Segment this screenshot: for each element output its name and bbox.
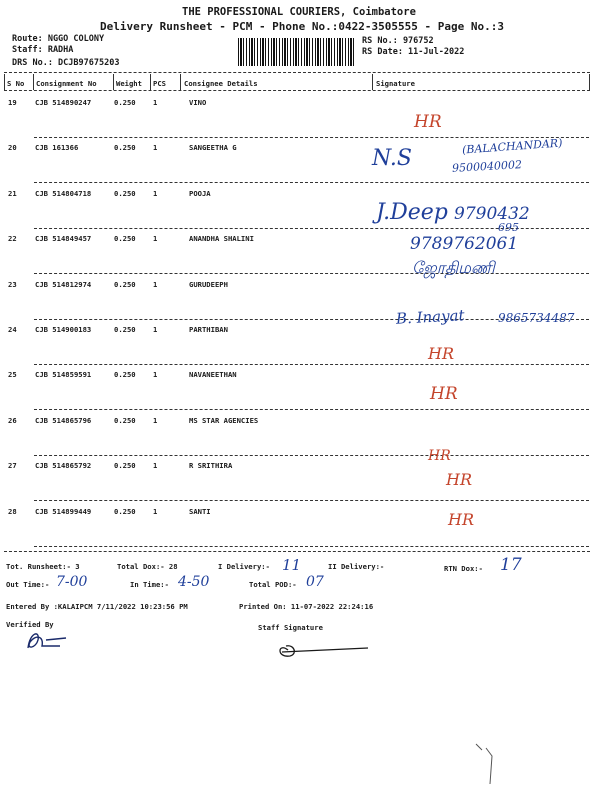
row-sno: 22 bbox=[8, 234, 17, 243]
handwritten-hr: HR bbox=[430, 384, 458, 404]
row-pcs: 1 bbox=[153, 189, 158, 198]
row-sno: 27 bbox=[8, 461, 17, 470]
row-separator bbox=[34, 273, 589, 274]
row-consignment-no: CJB 514849457 bbox=[35, 234, 92, 243]
handwritten-signature: N.S bbox=[372, 146, 412, 171]
row-separator bbox=[34, 182, 589, 183]
row-consignment-no: CJB 161366 bbox=[35, 143, 79, 152]
row-consignee: R SRITHIRA bbox=[189, 461, 233, 470]
row-separator bbox=[34, 546, 589, 547]
row-consignee: ANANDHA SHALINI bbox=[189, 234, 254, 243]
row-consignee: PARTHIBAN bbox=[189, 325, 228, 334]
in-time: In Time:- bbox=[130, 580, 169, 589]
barcode bbox=[238, 38, 356, 66]
row-consignment-no: CJB 514865792 bbox=[35, 461, 92, 470]
col-header-consignee: Consignee Details bbox=[184, 79, 258, 88]
handwritten-signature: J.Deep bbox=[376, 200, 448, 225]
handwritten-signature: B. Inayat bbox=[395, 306, 465, 328]
row-consignment-no: CJB 514900183 bbox=[35, 325, 92, 334]
ii-delivery: II Delivery:- bbox=[328, 562, 385, 571]
row-consignee: VINO bbox=[189, 98, 207, 107]
staff-label: Staff: RADHA bbox=[12, 45, 74, 55]
header-top-rule bbox=[4, 72, 590, 73]
row-weight: 0.250 bbox=[114, 325, 136, 334]
handwritten-name: (BALACHANDAR) bbox=[461, 136, 563, 157]
out-time: Out Time:- bbox=[6, 580, 50, 589]
row-pcs: 1 bbox=[153, 280, 158, 289]
printed-on: Printed On: 11-07-2022 22:24:16 bbox=[239, 602, 374, 611]
handwritten-hr: HR bbox=[428, 448, 451, 464]
row-weight: 0.250 bbox=[114, 370, 136, 379]
handwritten-pod: 07 bbox=[306, 574, 324, 590]
row-pcs: 1 bbox=[153, 325, 158, 334]
row-consignment-no: CJB 514890247 bbox=[35, 98, 92, 107]
handwritten-phone: 695 bbox=[498, 221, 519, 234]
col-divider bbox=[150, 74, 151, 90]
row-sno: 28 bbox=[8, 507, 17, 516]
handwritten-phone: 9865734487 bbox=[498, 311, 575, 325]
route-label: Route: NGGO COLONY bbox=[12, 34, 105, 44]
row-pcs: 1 bbox=[153, 234, 158, 243]
handwritten-hr: HR bbox=[428, 344, 454, 363]
handwritten-phone: 9789762061 bbox=[410, 234, 519, 254]
row-separator bbox=[34, 455, 589, 456]
drs-number: DRS No.: DCJB97675203 bbox=[12, 58, 120, 68]
row-weight: 0.250 bbox=[114, 280, 136, 289]
rs-number: RS No.: 976752 bbox=[362, 36, 434, 46]
row-sno: 23 bbox=[8, 280, 17, 289]
col-header-sno: S No bbox=[7, 79, 25, 88]
handwritten-hr: HR bbox=[448, 510, 474, 529]
header-bottom-rule bbox=[4, 90, 590, 91]
staff-signature-label: Staff Signature bbox=[258, 623, 323, 632]
col-divider bbox=[33, 74, 34, 90]
row-consignee: GURUDEEPH bbox=[189, 280, 228, 289]
row-weight: 0.250 bbox=[114, 143, 136, 152]
row-consignment-no: CJB 514899449 bbox=[35, 507, 92, 516]
row-weight: 0.250 bbox=[114, 461, 136, 470]
handwritten-tamil: ஜோதிமணி bbox=[412, 258, 495, 277]
footer-rule bbox=[4, 551, 590, 552]
row-weight: 0.250 bbox=[114, 234, 136, 243]
row-consignment-no: CJB 514859591 bbox=[35, 370, 92, 379]
row-weight: 0.250 bbox=[114, 416, 136, 425]
handwritten-in-time: 4-50 bbox=[178, 574, 210, 590]
row-consignment-no: CJB 514804718 bbox=[35, 189, 92, 198]
handwritten-delivery-count: 11 bbox=[282, 556, 302, 574]
rtn-dox: RTN Dox:- bbox=[444, 564, 483, 573]
row-sno: 24 bbox=[8, 325, 17, 334]
col-divider bbox=[589, 74, 590, 90]
col-divider bbox=[4, 74, 5, 90]
row-pcs: 1 bbox=[153, 507, 158, 516]
row-pcs: 1 bbox=[153, 143, 158, 152]
scan-mark bbox=[470, 740, 510, 790]
row-weight: 0.250 bbox=[114, 98, 136, 107]
row-sno: 26 bbox=[8, 416, 17, 425]
tot-runsheet: Tot. Runsheet:- 3 bbox=[6, 562, 80, 571]
row-sno: 20 bbox=[8, 143, 17, 152]
col-divider bbox=[372, 74, 373, 90]
col-header-signature: Signature bbox=[376, 79, 415, 88]
row-separator bbox=[34, 500, 589, 501]
row-weight: 0.250 bbox=[114, 507, 136, 516]
row-consignee: SANTI bbox=[189, 507, 211, 516]
row-consignee: NAVANEETHAN bbox=[189, 370, 237, 379]
row-pcs: 1 bbox=[153, 98, 158, 107]
row-pcs: 1 bbox=[153, 416, 158, 425]
handwritten-rtn-count: 17 bbox=[500, 555, 522, 575]
col-divider bbox=[180, 74, 181, 90]
total-pod: Total POD:- bbox=[249, 580, 297, 589]
col-header-pcs: PCS bbox=[153, 79, 166, 88]
entered-by: Entered By :KALAIPCM 7/11/2022 10:23:56 PM bbox=[6, 602, 188, 611]
verifier-signature bbox=[20, 626, 80, 654]
row-weight: 0.250 bbox=[114, 189, 136, 198]
handwritten-hr: HR bbox=[414, 112, 442, 132]
row-separator bbox=[34, 364, 589, 365]
row-consignment-no: CJB 514865796 bbox=[35, 416, 92, 425]
handwritten-phone: 9500040002 bbox=[451, 158, 523, 175]
row-sno: 21 bbox=[8, 189, 17, 198]
staff-signature bbox=[268, 636, 378, 664]
i-delivery: I Delivery:- bbox=[218, 562, 270, 571]
row-consignment-no: CJB 514812974 bbox=[35, 280, 92, 289]
company-title: THE PROFESSIONAL COURIERS, Coimbatore bbox=[182, 6, 416, 18]
row-sno: 25 bbox=[8, 370, 17, 379]
handwritten-phone: 9790432 bbox=[454, 204, 530, 224]
col-header-consignment: Consignment No bbox=[36, 79, 97, 88]
row-pcs: 1 bbox=[153, 370, 158, 379]
row-separator bbox=[34, 409, 589, 410]
handwritten-hr: HR bbox=[446, 470, 472, 489]
row-pcs: 1 bbox=[153, 461, 158, 470]
col-header-weight: Weight bbox=[116, 79, 142, 88]
row-consignee: MS STAR AGENCIES bbox=[189, 416, 259, 425]
row-consignee: POOJA bbox=[189, 189, 211, 198]
row-consignee: SANGEETHA G bbox=[189, 143, 237, 152]
row-sno: 19 bbox=[8, 98, 17, 107]
verified-by-label: Verified By bbox=[6, 620, 54, 629]
handwritten-out-time: 7-00 bbox=[56, 574, 88, 590]
runsheet-subtitle: Delivery Runsheet - PCM - Phone No.:0422-3505555 - Page No.:3 bbox=[100, 20, 504, 33]
rs-date: RS Date: 11-Jul-2022 bbox=[362, 47, 465, 57]
row-separator bbox=[34, 137, 589, 138]
col-divider bbox=[113, 74, 114, 90]
total-dox: Total Dox:- 28 bbox=[117, 562, 178, 571]
